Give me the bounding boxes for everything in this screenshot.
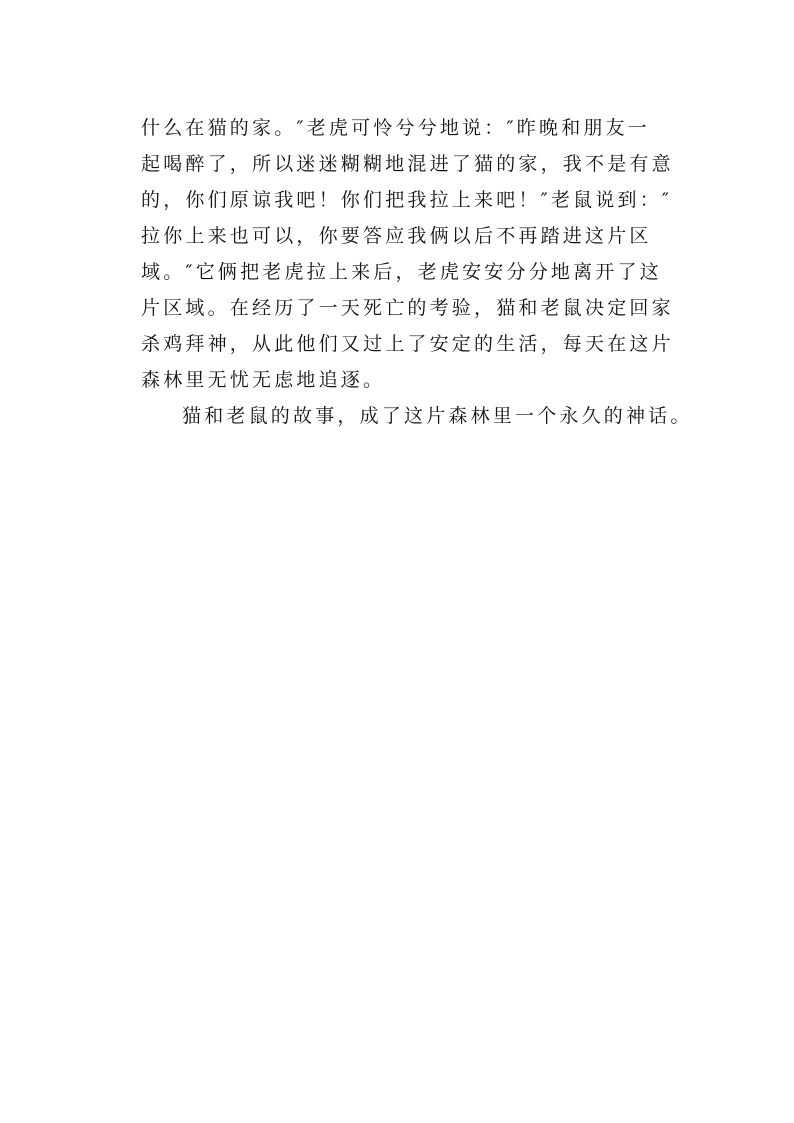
text-line: 森林里无忧无虑地追逐。 <box>141 369 386 391</box>
text-line: 的，你们原谅我吧！你们把我拉上来吧！″老鼠说到：″ <box>141 189 673 211</box>
story-text <box>141 110 693 434</box>
text-line: 什么在猫的家。″老虎可怜兮兮地说：″昨晚和朋友一 <box>141 117 650 139</box>
text-line: 片区域。在经历了一天死亡的考验，猫和老鼠决定回家 <box>141 297 674 319</box>
text-line: 起喝醉了，所以迷迷糊糊地混进了猫的家，我不是有意 <box>141 153 674 175</box>
text-line-paragraph-start: 猫和老鼠的故事，成了这片森林里一个永久的神话。 <box>182 405 693 427</box>
text-line: 域。″它俩把老虎拉上来后，老虎安安分分地离开了这 <box>141 261 662 283</box>
text-line: 杀鸡拜神，从此他们又过上了安定的生活，每天在这片 <box>141 333 674 355</box>
text-line: 拉你上来也可以，你要答应我俩以后不再踏进这片区 <box>141 225 652 247</box>
